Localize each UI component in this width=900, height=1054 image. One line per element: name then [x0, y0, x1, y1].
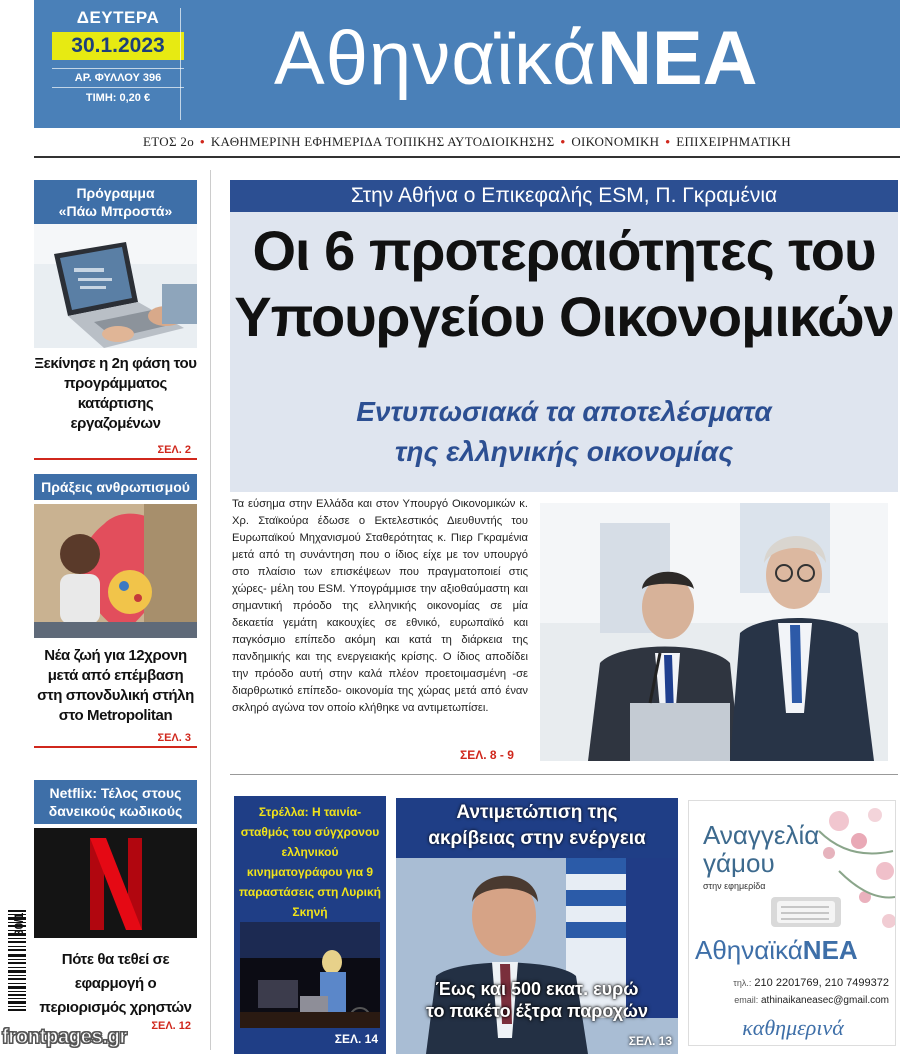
- issue-date: 30.1.2023: [52, 32, 184, 60]
- section-rule: [230, 774, 898, 775]
- caption-line: το πακέτο έξτρα παροχών: [426, 1001, 648, 1021]
- laptop-illustration: [34, 224, 197, 348]
- tagline-item: ΕΤΟΣ 2ο: [143, 134, 194, 149]
- ad-daily: καθημερινά: [742, 1015, 844, 1040]
- sidebar-story-3[interactable]: [34, 780, 197, 1034]
- ad-subtitle: στην εφημερίδα: [703, 881, 766, 891]
- subhead-line: Εντυπωσιακά τα αποτελέσματα: [356, 396, 772, 427]
- child-photo: [34, 504, 197, 638]
- story-text: Νέα ζωή για 12χρονη μετά από επέμβαση στη σπονδυλική στήλη στο Metropolitan: [37, 647, 194, 724]
- tagline-item: ΕΠΙΧΕΙΡΗΜΑΤΙΚΗ: [676, 134, 791, 149]
- energy-story[interactable]: [396, 798, 678, 1054]
- main-headline: [230, 218, 898, 350]
- bullet-icon: •: [560, 134, 566, 149]
- section-label-line: Πρόγραμμα: [76, 185, 155, 201]
- energy-story-caption: [396, 978, 678, 1022]
- sidebar-story-2[interactable]: [34, 474, 197, 748]
- masthead-rule: [34, 156, 900, 158]
- bullet-icon: •: [665, 134, 671, 149]
- tagline: [34, 134, 900, 150]
- subhead-line: της ελληνικής οικονομίας: [394, 436, 734, 467]
- phone-numbers: 210 2201769, 210 7499372: [754, 977, 889, 989]
- ad-logo-bold: ΝΕΑ: [802, 935, 858, 965]
- newspaper-logo: [274, 4, 758, 114]
- page-ref-label: ΣΕΛ. 12: [151, 1020, 191, 1032]
- main-body-text: Τα εύσημα στην Ελλάδα και στον Υπουργό Οικονομικών κ. Χρ. Σταϊκούρα έδωσε ο Εκτελεστικός Διευθυντής του Ευρωπαϊκού Μηχανισμού Σταθερότητας κ. Πιερ Γκραμένια μετά από τη συνάντηση που ο ίδιος είχε με τον υπουργό στο πλαίσιο των επισκέψεων που πραγματοποιεί στις χώρες- μέλη του ESM. Υπογράμμισε την αξιοθαύμαστη και σημαντική πρόοδο της ελληνικής οικονομίας σε μία δεκαετία γεμάτη κακουχίες σε εθνικό, ευρωπαϊκό και παγκόσμιο επίπεδο ακόμη και κατά τη διάρκεια της πανδημικής και της ενεργειακής κρίσης. Ο ίδιος αποδίδει την πρόοδο αυτή στην καλά πλέον προετοιμασμένη -σε διαρθρωτικό επίπεδο- οικονομία της χώρας μετά από έναν σκληρό αγώνα τον οποίο κλήθηκε να αντιμετωπίσει.: [232, 498, 528, 714]
- ad-title-line: Αναγγελία: [703, 820, 820, 850]
- red-rule: [34, 458, 197, 460]
- main-kicker[interactable]: Στην Αθήνα ο Επικεφαλής ESM, Π. Γκραμένια: [230, 180, 898, 212]
- ad-logo-light: Αθηναϊκά: [695, 935, 803, 965]
- netflix-logo: [34, 828, 197, 938]
- vertical-issue-date: 30/1: [12, 912, 26, 936]
- issue-number: ΑΡ. ΦΥΛΛΟΥ 396: [52, 68, 184, 88]
- story-text: Ξεκίνησε η 2η φάση του προγράμματος κατάρτισης εργαζομένων: [34, 355, 197, 432]
- main-headline-box[interactable]: [230, 212, 898, 492]
- title-line: ακρίβειας στην ενέργεια: [428, 828, 646, 849]
- culture-story-text: Στρέλλα: Η ταινία-σταθμός του σύγχρονου ελληνικού κινηματογράφου για 9 παραστάσεις στη Λυρική Σκηνή: [238, 805, 381, 919]
- title-line: Αντιμετώπιση της: [456, 802, 618, 823]
- page-ref-label: ΣΕΛ. 2: [157, 444, 191, 456]
- ad-phones: [689, 977, 889, 989]
- masthead-info: [52, 8, 184, 104]
- laptop-photo: [34, 224, 197, 348]
- watermark: frontpages.gr: [2, 1026, 127, 1048]
- headline-line: Υπουργείου Οικονομικών: [234, 285, 894, 348]
- red-rule: [34, 746, 197, 748]
- energy-page-reference: ΣΕΛ. 13: [628, 1034, 672, 1048]
- masthead-divider: [180, 8, 181, 120]
- phone-label: τηλ.:: [733, 978, 752, 988]
- section-label-line: «Πάω Μπροστά»: [58, 203, 173, 219]
- page-reference: [34, 440, 197, 458]
- page-ref-label: ΣΕΛ. 3: [157, 732, 191, 744]
- section-label: Πράξεις ανθρωπισμού: [34, 474, 197, 500]
- caption-line: Έως και 500 εκατ. ευρώ: [435, 979, 639, 999]
- column-divider: [210, 170, 211, 1050]
- sidebar-story-1[interactable]: [34, 180, 197, 460]
- logo-light-part: Αθηναϊκά: [274, 16, 598, 101]
- wedding-announcement-ad[interactable]: [688, 800, 896, 1046]
- main-photo: [540, 503, 888, 761]
- issue-price: ΤΙΜΗ: 0,20 €: [85, 92, 151, 104]
- ad-email: [689, 995, 889, 1006]
- stage-illustration: [240, 922, 380, 1028]
- section-label: [34, 780, 197, 824]
- logo-bold-part: ΝΕΑ: [597, 16, 758, 101]
- barcode-icon: [0, 880, 30, 1040]
- section-label-line: δανεικούς κωδικούς: [48, 803, 183, 819]
- page-reference: [34, 728, 197, 746]
- section-label: [34, 180, 197, 224]
- ministers-photo-illustration: [540, 503, 888, 761]
- culture-page-reference: ΣΕΛ. 14: [334, 1032, 378, 1046]
- section-label-line: Netflix: Τέλος στους: [49, 785, 182, 801]
- ad-title-line: γάμου: [703, 848, 775, 878]
- main-page-reference[interactable]: ΣΕΛ. 8 - 9: [460, 748, 514, 762]
- tagline-item: ΚΑΘΗΜΕΡΙΝΗ ΕΦΗΜΕΡΙΔΑ ΤΟΠΙΚΗΣ ΑΥΤΟΔΙΟΙΚΗΣΗΣ: [210, 134, 555, 149]
- bullet-icon: •: [200, 134, 205, 149]
- ad-logo: [695, 935, 858, 966]
- email-label: email:: [734, 995, 759, 1005]
- netflix-n-icon: [34, 828, 197, 938]
- email-address: athinaikaneasec@gmail.com: [761, 995, 889, 1006]
- main-subhead: [230, 392, 898, 472]
- ad-title: [703, 821, 819, 877]
- headline-line: Οι 6 προτεραιότητες του: [252, 219, 876, 282]
- energy-story-title: [396, 800, 678, 852]
- story-text: Πότε θα τεθεί σε εφαρμογή ο περιορισμός χρηστών: [39, 951, 192, 1016]
- issue-day: ΔΕΥΤΕΡΑ: [76, 8, 160, 27]
- masthead: [34, 0, 900, 128]
- tagline-item: ΟΙΚΟΝΟΜΙΚΗ: [571, 134, 660, 149]
- culture-story[interactable]: [234, 796, 386, 1054]
- hospital-illustration: [34, 504, 197, 638]
- stage-photo: [240, 922, 380, 1028]
